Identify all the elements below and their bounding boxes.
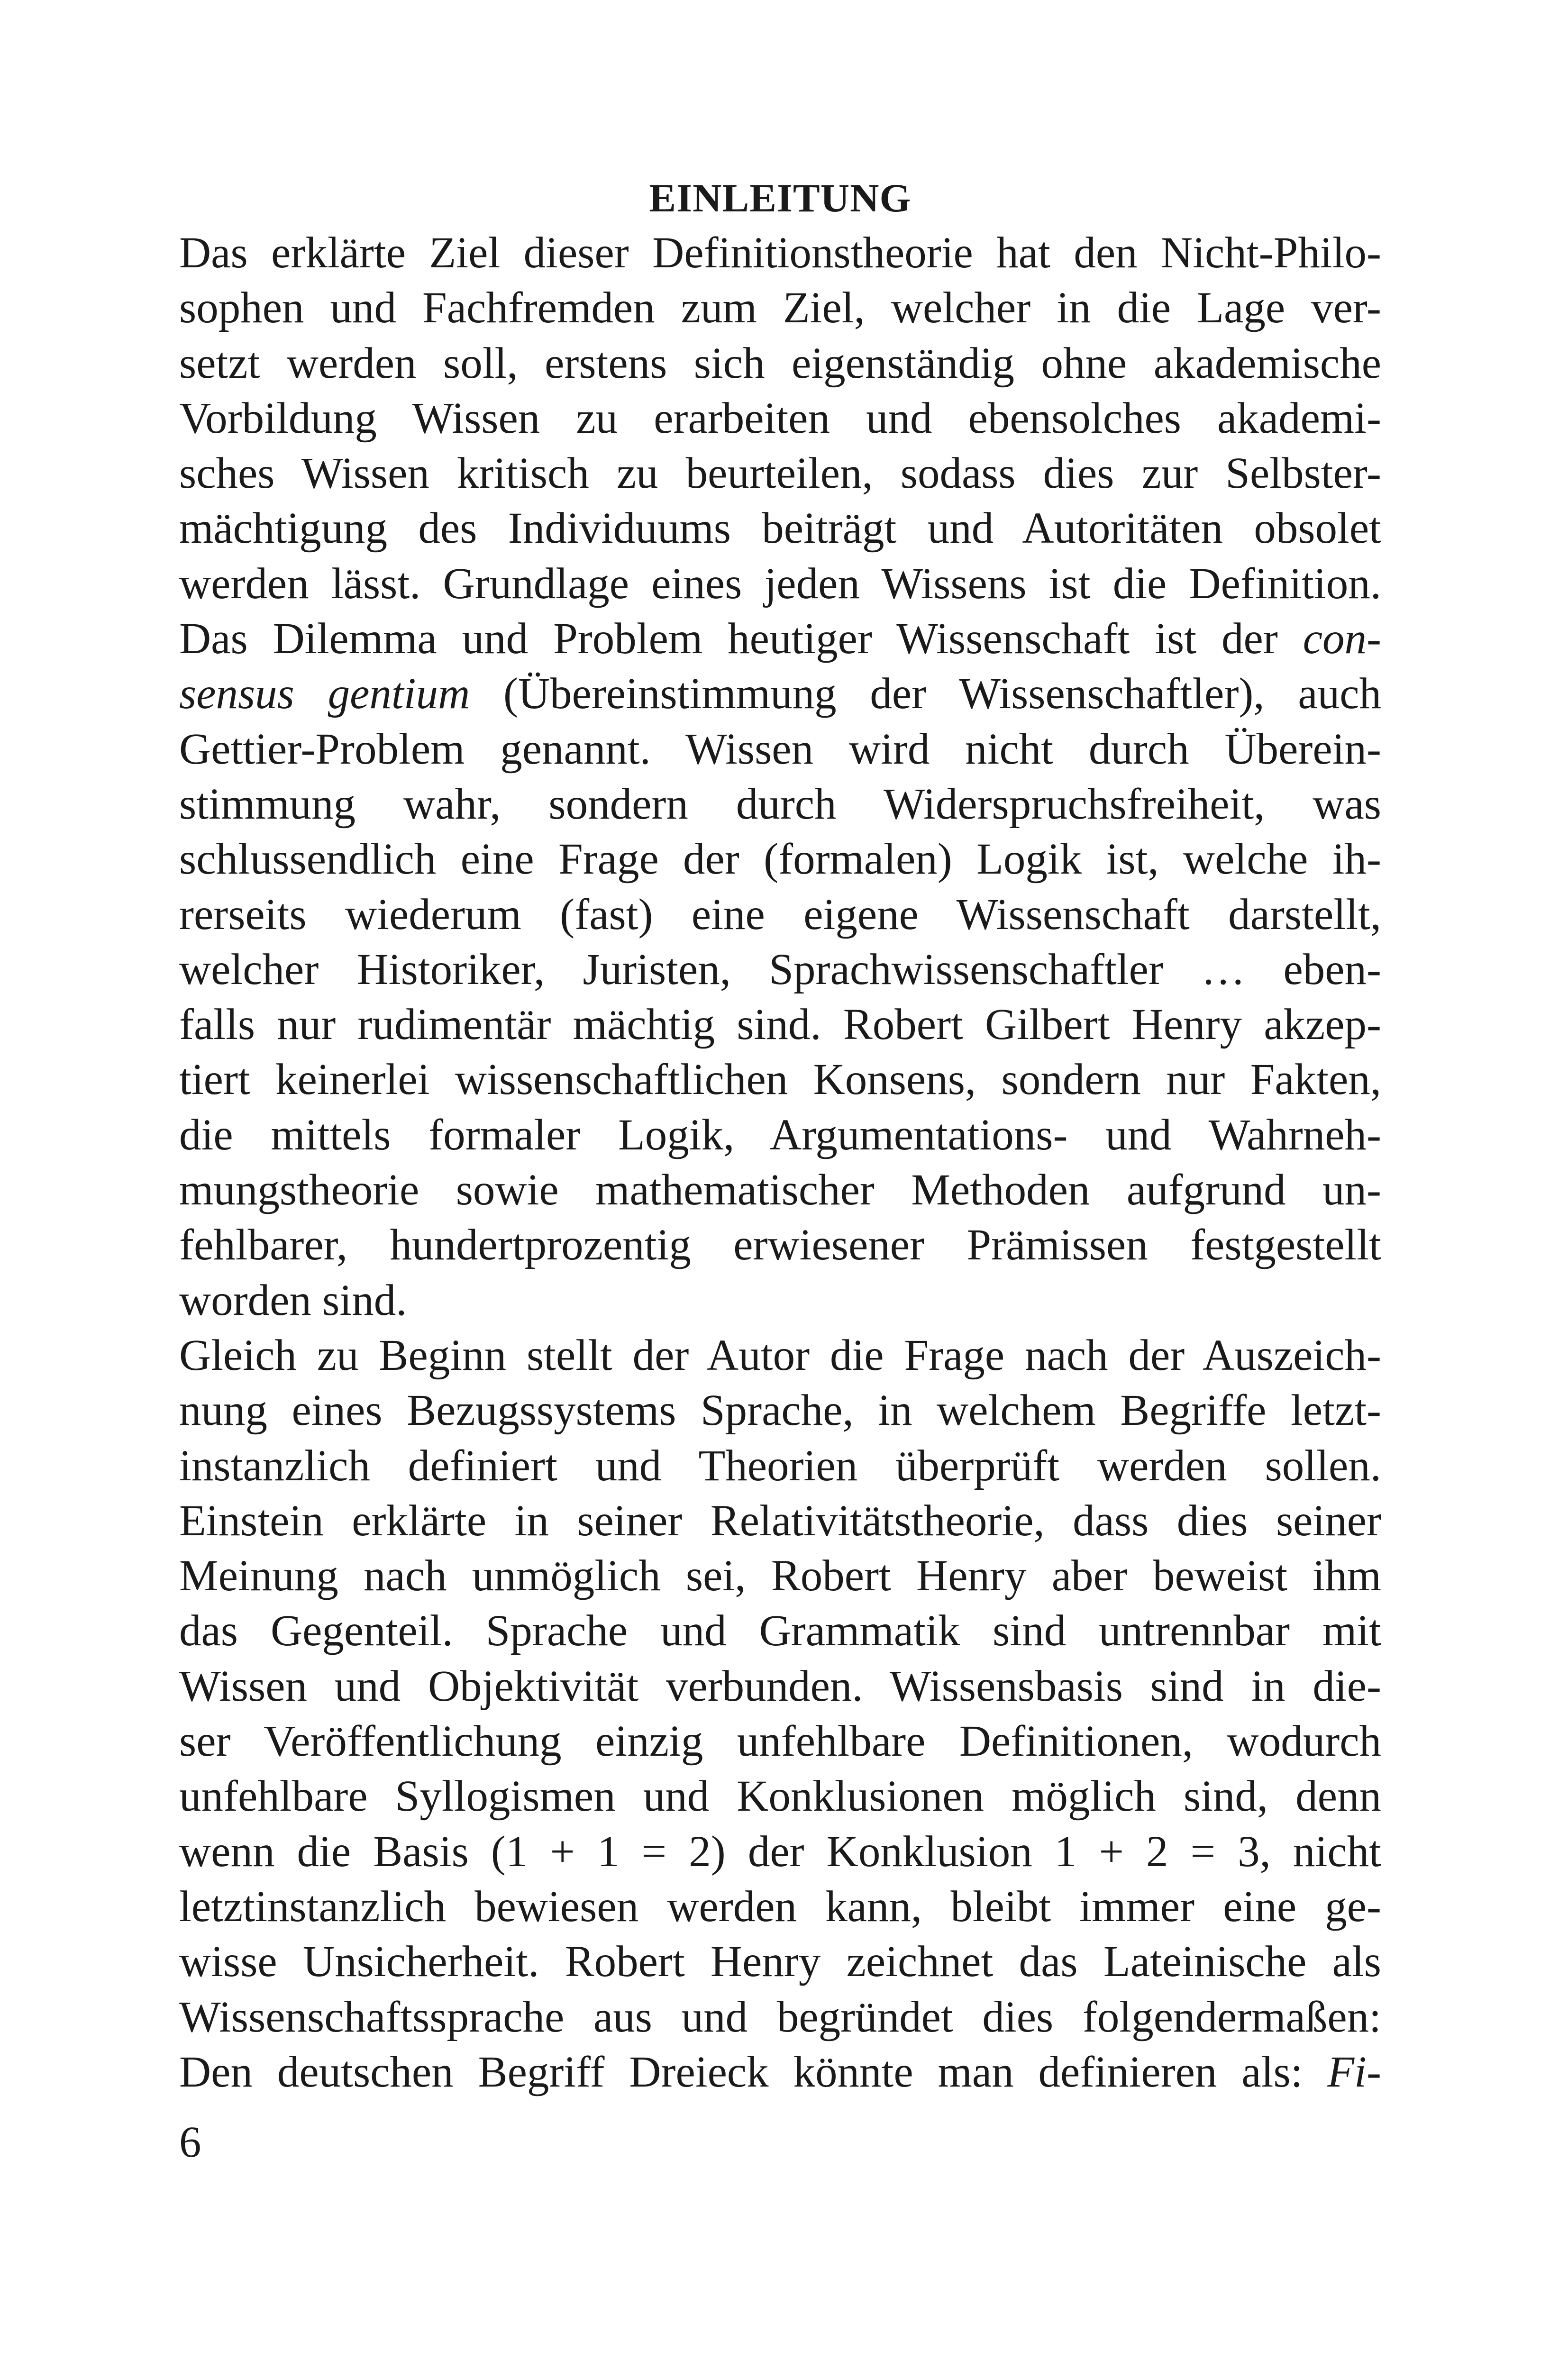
italic-term: sensus gentium [179, 669, 470, 719]
text-line: mächtigung des Individuums beiträgt und Autoritäten obsolet [179, 504, 1381, 553]
text-line: das Gegenteil. Sprache und Grammatik sind untrennbar mit [179, 1606, 1381, 1656]
page-number: 6 [179, 2118, 201, 2167]
text-line: werden lässt. Grundlage eines jeden Wissens ist die Definition. [179, 559, 1381, 608]
text-line: mungstheorie sowie mathematischer Methoden aufgrund un- [179, 1166, 1381, 1215]
paragraph-lines [179, 226, 1381, 2100]
text-line: Gettier-Problem genannt. Wissen wird nicht durch Überein- [179, 724, 1381, 774]
text-line: nung eines Bezugssystems Sprache, in welchem Begriffe letzt- [179, 1386, 1381, 1435]
text-line: sophen und Fachfremden zum Ziel, welcher in die Lage ver- [179, 283, 1381, 333]
text-line: sensus gentium (Übereinstimmung der Wissenschaftler), auch [179, 669, 1381, 719]
text-line: schlussendlich eine Frage der (formalen) Logik ist, welche ih- [179, 835, 1381, 884]
text-line: Gleich zu Beginn stellt der Autor die Frage nach der Auszeich- [179, 1331, 1381, 1380]
text-line: Wissen und Objektivität verbunden. Wissensbasis sind in die- [179, 1661, 1381, 1711]
text-line: welcher Historiker, Juristen, Sprachwissenschaftler … eben- [179, 945, 1381, 994]
text-line: wenn die Basis (1 + 1 = 2) der Konklusion 1 + 2 = 3, nicht [179, 1827, 1381, 1876]
italic-term: con- [1303, 614, 1381, 664]
text-line: ser Veröffentlichung einzig unfehlbare Definitionen, wodurch [179, 1717, 1381, 1766]
text-line: tiert keinerlei wissenschaftlichen Konsens, sondern nur Fakten, [179, 1055, 1381, 1104]
text-line: Das erklärte Ziel dieser Definitionstheorie hat den Nicht-Philo- [179, 228, 1381, 277]
text-line: wisse Unsicherheit. Robert Henry zeichnet das Lateinische als [179, 1937, 1381, 1987]
text-line: Den deutschen Begriff Dreieck könnte man definieren als: Fi- [179, 2047, 1381, 2097]
text-line: letztinstanzlich bewiesen werden kann, bleibt immer eine ge- [179, 1882, 1381, 1931]
text-line: Das Dilemma und Problem heutiger Wissenschaft ist der con- [179, 614, 1381, 664]
italic-term: Fi- [1327, 2047, 1381, 2097]
text-line: worden sind. [179, 1276, 407, 1325]
chapter-heading: EINLEITUNG [649, 176, 912, 220]
text-line: instanzlich definiert und Theorien überprüft werden sollen. [179, 1441, 1381, 1490]
text-line: rerseits wiederum (fast) eine eigene Wissenschaft darstellt, [179, 890, 1381, 939]
text-line: fehlbarer, hundertprozentig erwiesener Prämissen festgestellt [179, 1221, 1381, 1270]
text-line: Einstein erklärte in seiner Relativitätstheorie, dass dies seiner [179, 1496, 1381, 1545]
text-line: die mittels formaler Logik, Argumentations- und Wahrneh- [179, 1110, 1381, 1159]
body-text [179, 171, 1381, 2100]
text-line: Meinung nach unmöglich sei, Robert Henry aber beweist ihm [179, 1551, 1381, 1601]
text-line: unfehlbare Syllogismen und Konklusionen möglich sind, denn [179, 1772, 1381, 1821]
text-line: Wissenschaftssprache aus und begründet dies folgendermaßen: [179, 1992, 1381, 2042]
text-line: falls nur rudimentär mächtig sind. Robert Gilbert Henry akzep- [179, 1000, 1381, 1049]
text-line: sches Wissen kritisch zu beurteilen, sodass dies zur Selbster- [179, 449, 1381, 498]
text-line: setzt werden soll, erstens sich eigenständig ohne akademische [179, 338, 1381, 388]
text-line: Vorbildung Wissen zu erarbeiten und ebensolches akademi- [179, 393, 1381, 443]
text-line: stimmung wahr, sondern durch Widerspruchsfreiheit, was [179, 779, 1381, 829]
